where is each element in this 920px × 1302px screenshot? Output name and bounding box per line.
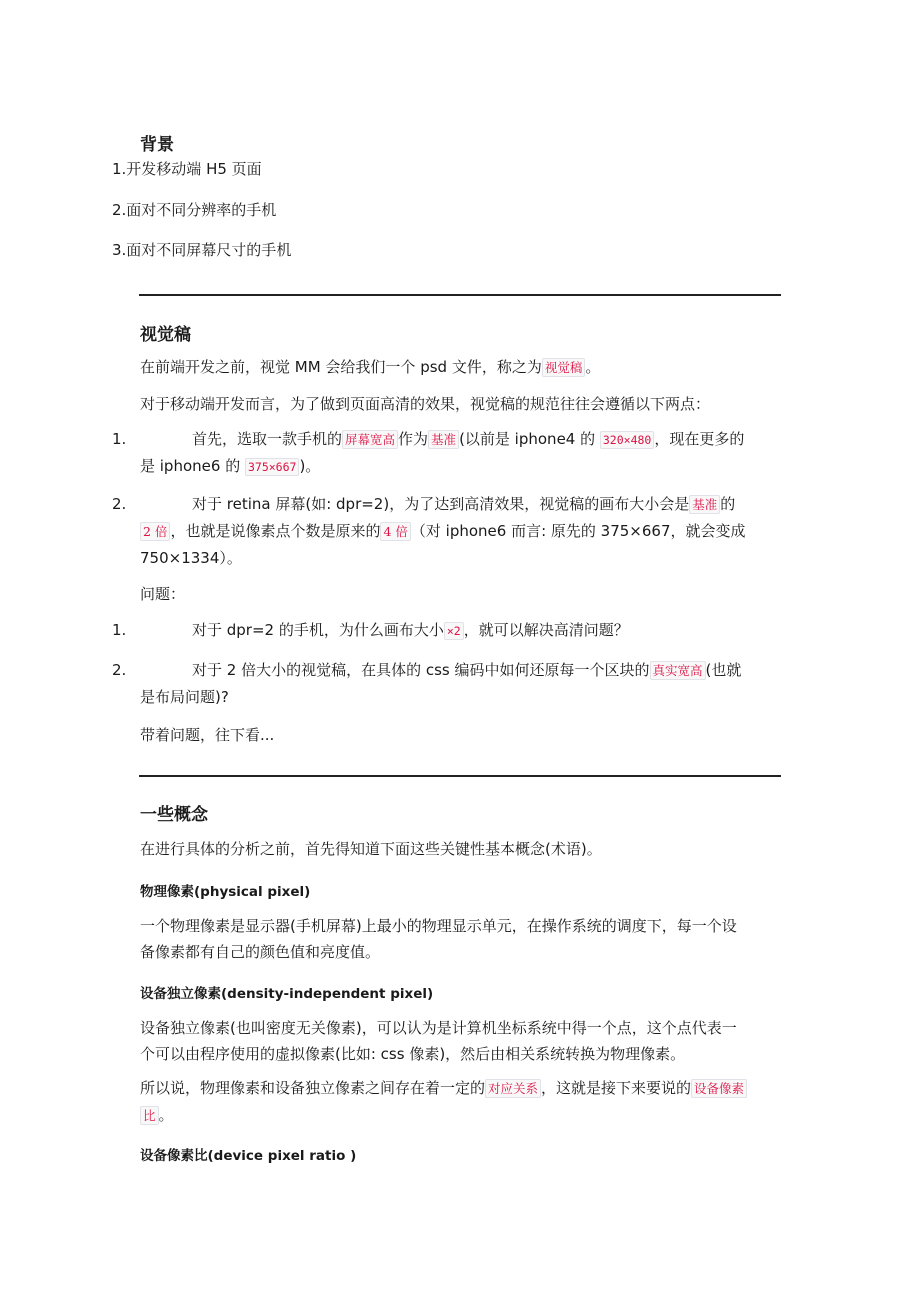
text: 是 iphone6 的 — [140, 457, 245, 475]
inline-code-baseline: 基准 — [689, 495, 720, 514]
text: 750×1334）。 — [140, 549, 242, 567]
subtitle-physical-pixel: 物理像素(physical pixel) — [140, 884, 311, 900]
text: 对于 dpr=2 的手机，为什么画布大小 — [192, 621, 444, 639]
text: 。 — [158, 1106, 174, 1124]
text: ，现在更多的 — [654, 430, 745, 448]
visual-draft-intro — [140, 354, 782, 381]
text: ，这就是接下来要说的 — [541, 1079, 692, 1097]
visual-draft-ending: 带着问题，往下看... — [140, 726, 275, 744]
text: (也就 — [705, 661, 742, 679]
text: 。 — [585, 358, 601, 376]
visual-draft-rule-1 — [140, 426, 782, 480]
inline-code-2x: 2 倍 — [140, 522, 170, 541]
question-1 — [140, 617, 782, 644]
section-title-background: 背景 — [140, 135, 174, 155]
divider-1 — [139, 294, 781, 296]
inline-code-320x480: 320×480 — [600, 431, 654, 449]
text: 对于 retina 屏幕(如: dpr=2)，为了达到高清效果，视觉稿的画布大小会是 — [192, 495, 690, 513]
background-item-2: 2.面对不同分辨率的手机 — [112, 201, 277, 219]
inline-code-real-size: 真实宽高 — [650, 661, 706, 680]
visual-draft-rule-2 — [140, 491, 782, 571]
section-title-visual-draft: 视觉稿 — [140, 325, 191, 345]
subtitle-dip: 设备独立像素(density-independent pixel) — [140, 986, 434, 1002]
text: 首先，选取一款手机的 — [192, 430, 343, 448]
text: 个可以由程序使用的虚拟像素(比如: css 像素)，然后由相关系统转换为物理像素。 — [140, 1045, 686, 1063]
text: ，就可以解决高清问题？ — [463, 621, 629, 639]
text: （对 iphone6 而言: 原先的 375×667，就会变成 — [410, 522, 746, 540]
text: ，也就是说像素点个数是原来的 — [170, 522, 381, 540]
question-2 — [140, 657, 782, 710]
text: 一个物理像素是显示器(手机屏幕)上最小的物理显示单元，在操作系统的调度下，每一个设 — [140, 917, 737, 935]
background-item-1: 1.开发移动端 H5 页面 — [112, 160, 262, 178]
text: 设备独立像素(也叫密度无关像素)，可以认为是计算机坐标系统中得一个点，这个点代表一 — [140, 1019, 737, 1037]
list-number: 2. — [112, 661, 127, 679]
text: 备像素都有自己的颜色值和亮度值。 — [140, 943, 381, 961]
questions-label: 问题： — [140, 585, 186, 603]
dip-desc — [140, 1015, 782, 1067]
section-title-concepts: 一些概念 — [140, 805, 208, 825]
subtitle-dpr: 设备像素比(device pixel ratio ) — [140, 1148, 357, 1164]
list-number: 2. — [112, 495, 127, 513]
list-number: 1. — [112, 621, 127, 639]
inline-code-visual-draft: 视觉稿 — [542, 358, 586, 377]
concepts-intro: 在进行具体的分析之前，首先得知道下面这些关键性基本概念(术语)。 — [140, 840, 602, 858]
inline-code-baseline: 基准 — [428, 430, 459, 449]
inline-code-x2: ×2 — [444, 622, 464, 640]
text: (以前是 iphone4 的 — [459, 430, 600, 448]
list-number: 1. — [112, 430, 127, 448]
inline-code-correspondence: 对应关系 — [485, 1079, 541, 1098]
divider-2 — [139, 775, 781, 777]
text: 作为 — [398, 430, 429, 448]
inline-code-4x: 4 倍 — [380, 522, 410, 541]
inline-code-375x667: 375×667 — [245, 458, 299, 476]
text: 在前端开发之前，视觉 MM 会给我们一个 psd 文件，称之为 — [140, 358, 542, 376]
visual-draft-rule-intro: 对于移动端开发而言，为了做到页面高清的效果，视觉稿的规范往往会遵循以下两点： — [140, 395, 711, 413]
inline-code-ratio: 比 — [140, 1106, 159, 1125]
text: 是布局问题)? — [140, 688, 229, 706]
inline-code-screen-size: 屏幕宽高 — [342, 430, 398, 449]
physical-pixel-desc — [140, 913, 782, 965]
text: )。 — [299, 457, 321, 475]
background-item-3: 3.面对不同屏幕尺寸的手机 — [112, 241, 292, 259]
text: 对于 2 倍大小的视觉稿，在具体的 css 编码中如何还原每一个区块的 — [192, 661, 650, 679]
dip-relation — [140, 1075, 782, 1129]
inline-code-device-pixel: 设备像素 — [691, 1079, 747, 1098]
text: 的 — [720, 495, 736, 513]
text: 所以说，物理像素和设备独立像素之间存在着一定的 — [140, 1079, 486, 1097]
